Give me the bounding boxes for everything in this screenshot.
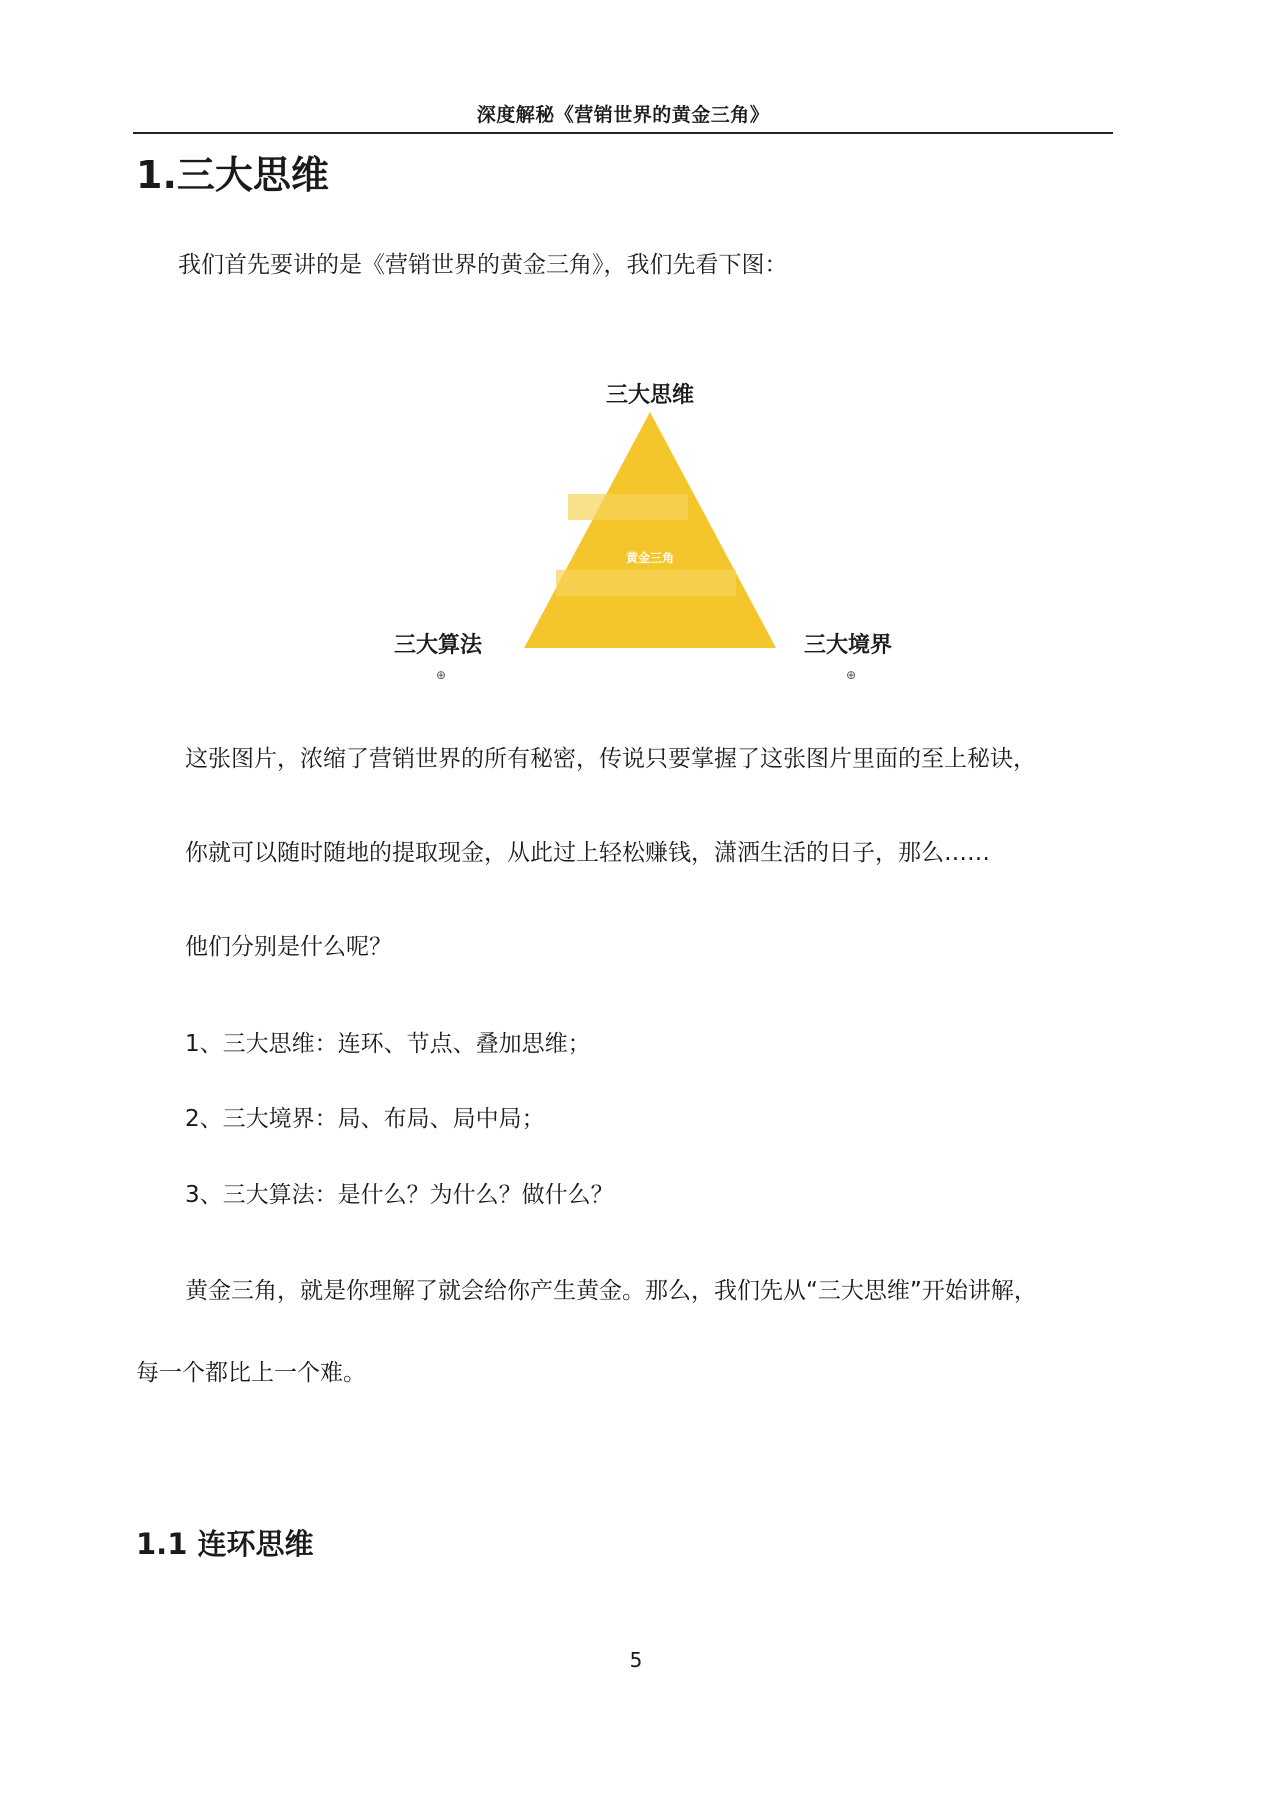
body-paragraph: 这张图片，浓缩了营销世界的所有秘密，传说只要掌握了这张图片里面的至上秘诀，: [185, 746, 1036, 772]
body-paragraph: 他们分别是什么呢？: [185, 934, 392, 960]
section-title: 1.三大思维: [136, 153, 329, 197]
figure-label-top: 三大思维: [605, 383, 694, 408]
running-header: 深度解秘《营销世界的黄金三角》: [476, 104, 770, 126]
intro-paragraph: 我们首先要讲的是《营销世界的黄金三角》，我们先看下图：: [178, 252, 788, 278]
triangle-center-label: 黄金三角: [625, 551, 675, 565]
header-rule: [133, 132, 1113, 134]
triangle-faded-band-lower: [556, 570, 736, 596]
subsection-title: 1.1 连环思维: [136, 1527, 314, 1561]
body-paragraph: 你就可以随时随地的提取现金，从此过上轻松赚钱，潇洒生活的日子，那么……: [185, 840, 990, 866]
list-item: 3、三大算法：是什么？为什么？做什么？: [185, 1182, 614, 1208]
closing-paragraph: 每一个都比上一个难。: [136, 1360, 366, 1386]
golden-triangle-figure: [380, 370, 920, 690]
golden-triangle: [520, 412, 780, 652]
figure-label-left: 三大算法: [394, 633, 483, 658]
triangle-faded-band: [568, 494, 688, 520]
page-number: 5: [629, 1648, 643, 1672]
anchor-mark-icon: ⊕: [846, 668, 857, 682]
figure-label-right: 三大境界: [804, 633, 893, 658]
anchor-mark-icon: ⊕: [436, 668, 447, 682]
list-item: 2、三大境界：局、布局、局中局；: [185, 1106, 545, 1132]
list-item: 1、三大思维：连环、节点、叠加思维；: [185, 1031, 591, 1057]
closing-paragraph: 黄金三角，就是你理解了就会给你产生黄金。那么，我们先从“三大思维”开始讲解，: [185, 1278, 1037, 1304]
triangle-shape: [524, 412, 776, 648]
